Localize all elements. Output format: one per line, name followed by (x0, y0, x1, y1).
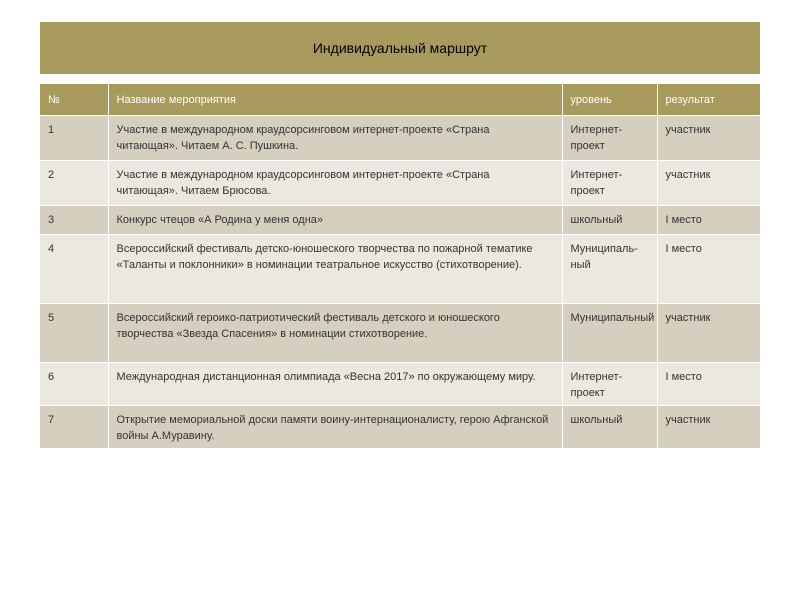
cell-num: 6 (40, 363, 108, 406)
page-title: Индивидуальный маршрут (312, 40, 488, 56)
table-row (40, 206, 760, 235)
cell-num: 1 (40, 116, 108, 161)
cell-result: I место (657, 206, 760, 235)
cell-num: 3 (40, 206, 108, 235)
cell-event: Всероссийский героико-патриотический фестиваль детского и юношеского творчества «Звезда Спасения» в номинации стихотворение. (108, 304, 562, 363)
route-table (40, 84, 760, 448)
table-row (40, 304, 760, 363)
table-row (40, 116, 760, 161)
cell-level: Интернет-проект (562, 363, 657, 406)
cell-event: Конкурс чтецов «А Родина у меня одна» (108, 206, 562, 235)
cell-level: Муниципальный (562, 304, 657, 363)
cell-result: участник (657, 161, 760, 206)
cell-event: Участие в международном краудсорсинговом интернет-проекте «Страна читающая». Читаем А. С. Пушкина. (108, 116, 562, 161)
cell-result: участник (657, 304, 760, 363)
cell-level: школьный (562, 206, 657, 235)
header-level: уровень (562, 84, 657, 116)
cell-result: I место (657, 235, 760, 304)
cell-num: 5 (40, 304, 108, 363)
cell-level: Муниципаль-ный (562, 235, 657, 304)
cell-level: школьный (562, 406, 657, 449)
cell-level: Интернет-проект (562, 161, 657, 206)
table-header-row (40, 84, 760, 116)
cell-event: Участие в международном краудсорсинговом интернет-проекте «Страна читающая». Читаем Брюсова. (108, 161, 562, 206)
title-bar (40, 22, 760, 74)
table-row (40, 406, 760, 449)
table-row (40, 235, 760, 304)
cell-level: Интернет-проект (562, 116, 657, 161)
cell-result: участник (657, 116, 760, 161)
cell-num: 7 (40, 406, 108, 449)
header-result: результат (657, 84, 760, 116)
cell-event: Открытие мемориальной доски памяти воину-интернационалисту, герою Афганской войны А.Муравину. (108, 406, 562, 449)
header-event: Название мероприятия (108, 84, 562, 116)
cell-event: Всероссийский фестиваль детско-юношеского творчества по пожарной тематике «Таланты и поклонники» в номинации театральное искусство (стихотворение). (108, 235, 562, 304)
table-row (40, 363, 760, 406)
cell-result: I место (657, 363, 760, 406)
cell-num: 2 (40, 161, 108, 206)
cell-result: участник (657, 406, 760, 449)
cell-num: 4 (40, 235, 108, 304)
header-num: № (40, 84, 108, 116)
cell-event: Международная дистанционная олимпиада «Весна 2017» по окружающему миру. (108, 363, 562, 406)
table-row (40, 161, 760, 206)
